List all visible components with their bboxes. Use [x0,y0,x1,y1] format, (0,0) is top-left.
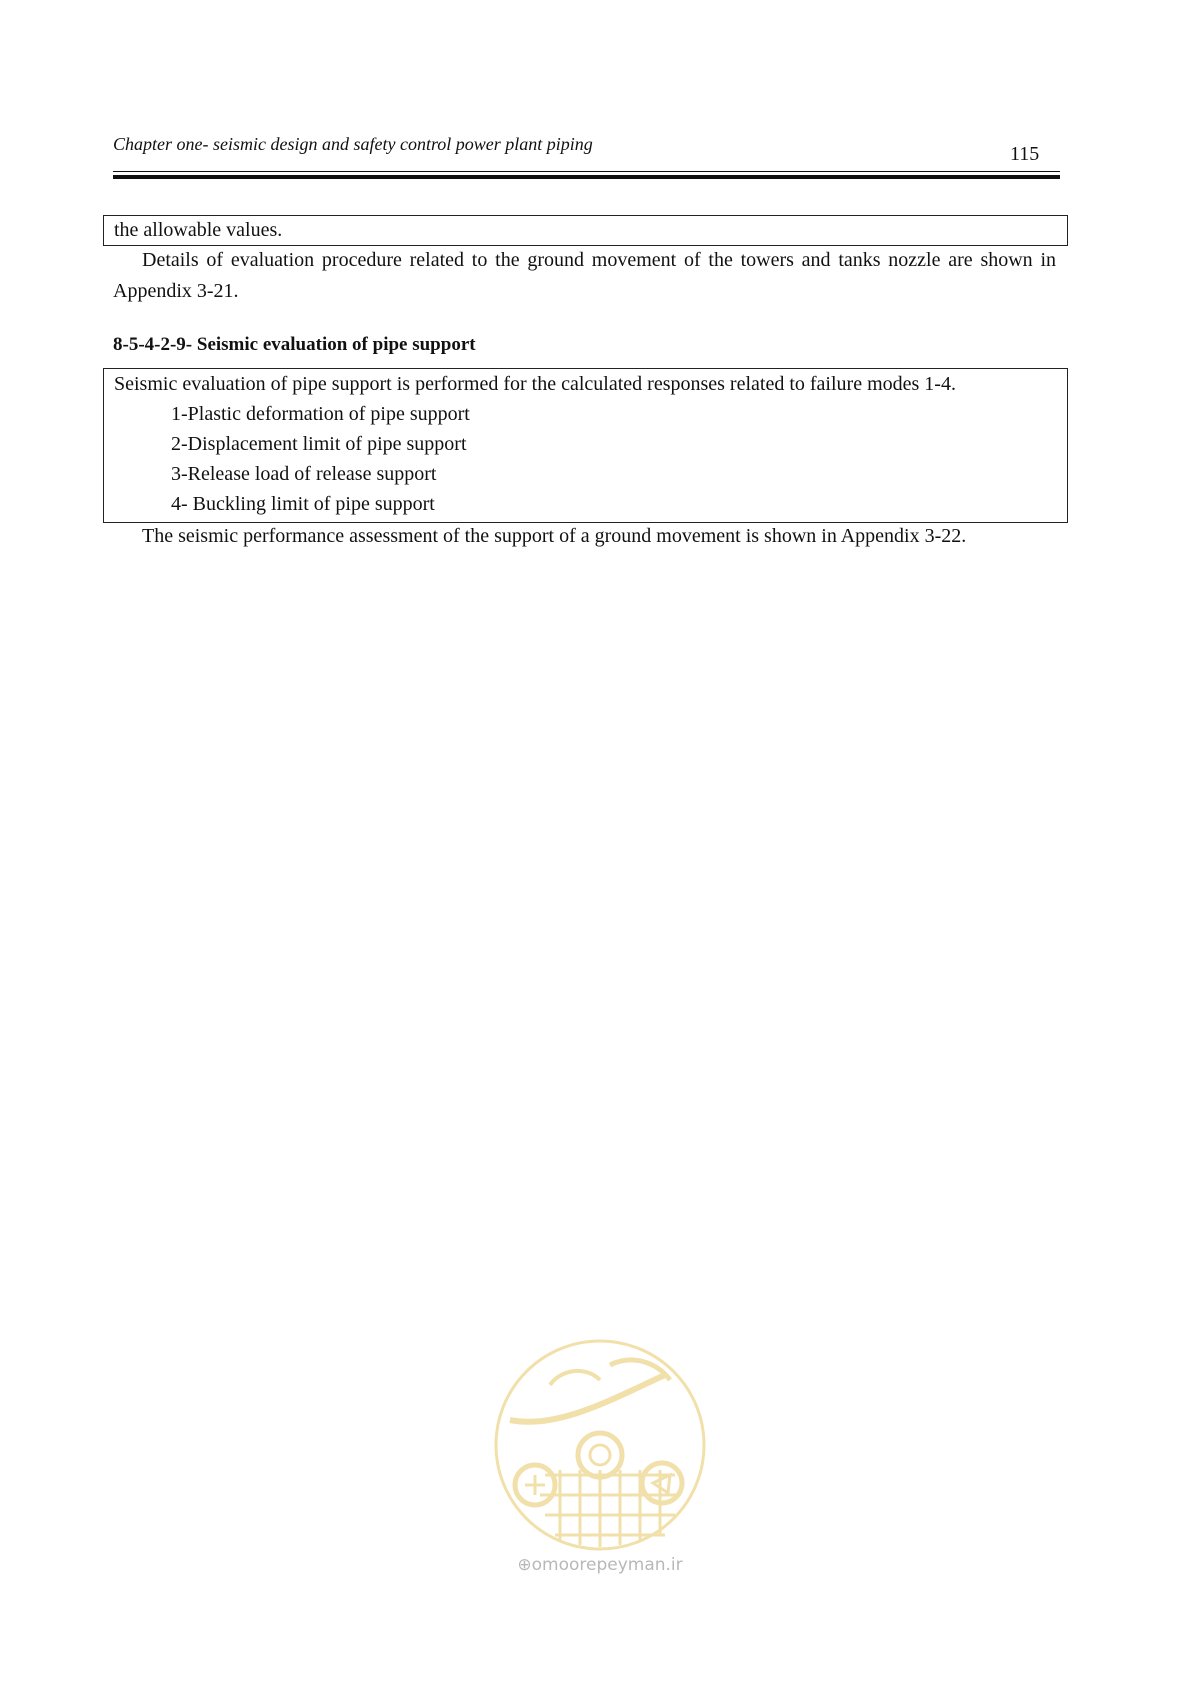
paragraph-appendix-3-22 [113,521,1056,552]
page-number: 115 [1010,143,1040,165]
paragraph-appendix-3-21 [113,245,1056,307]
section-heading: 8-5-4-2-9- Seismic evaluation of pipe support [113,334,476,355]
failure-mode-item: 2-Displacement limit of pipe support [171,433,467,455]
watermark-site: ⊕omoorepeyman.ir [517,1555,683,1575]
failure-mode-item: 3-Release load of release support [171,463,437,485]
boxed-text: the allowable values. [114,219,283,241]
failure-mode-item: 1-Plastic deformation of pipe support [171,403,470,425]
paragraph-text: The seismic performance assessment of the support of a ground movement is shown in Appendix 3-22. [142,525,967,547]
running-title: Chapter one- seismic design and safety control power plant piping [113,134,593,154]
header-rule-thin [113,171,1060,172]
header-rule-thick [113,175,1060,179]
boxed-text-continuation [103,215,1068,246]
failure-mode-item: 4- Buckling limit of pipe support [171,493,435,515]
failure-modes-box [103,368,1068,523]
omoorepeyman-logo-icon [490,1335,710,1570]
paragraph-text: Details of evaluation procedure related to the ground movement of the towers and tanks nozzle are shown in Appendix 3-21. [113,249,1056,302]
globe-icon: ⊕ [517,1555,532,1575]
failure-modes-intro: Seismic evaluation of pipe support is performed for the calculated responses related to failure modes 1-4. [114,373,956,395]
